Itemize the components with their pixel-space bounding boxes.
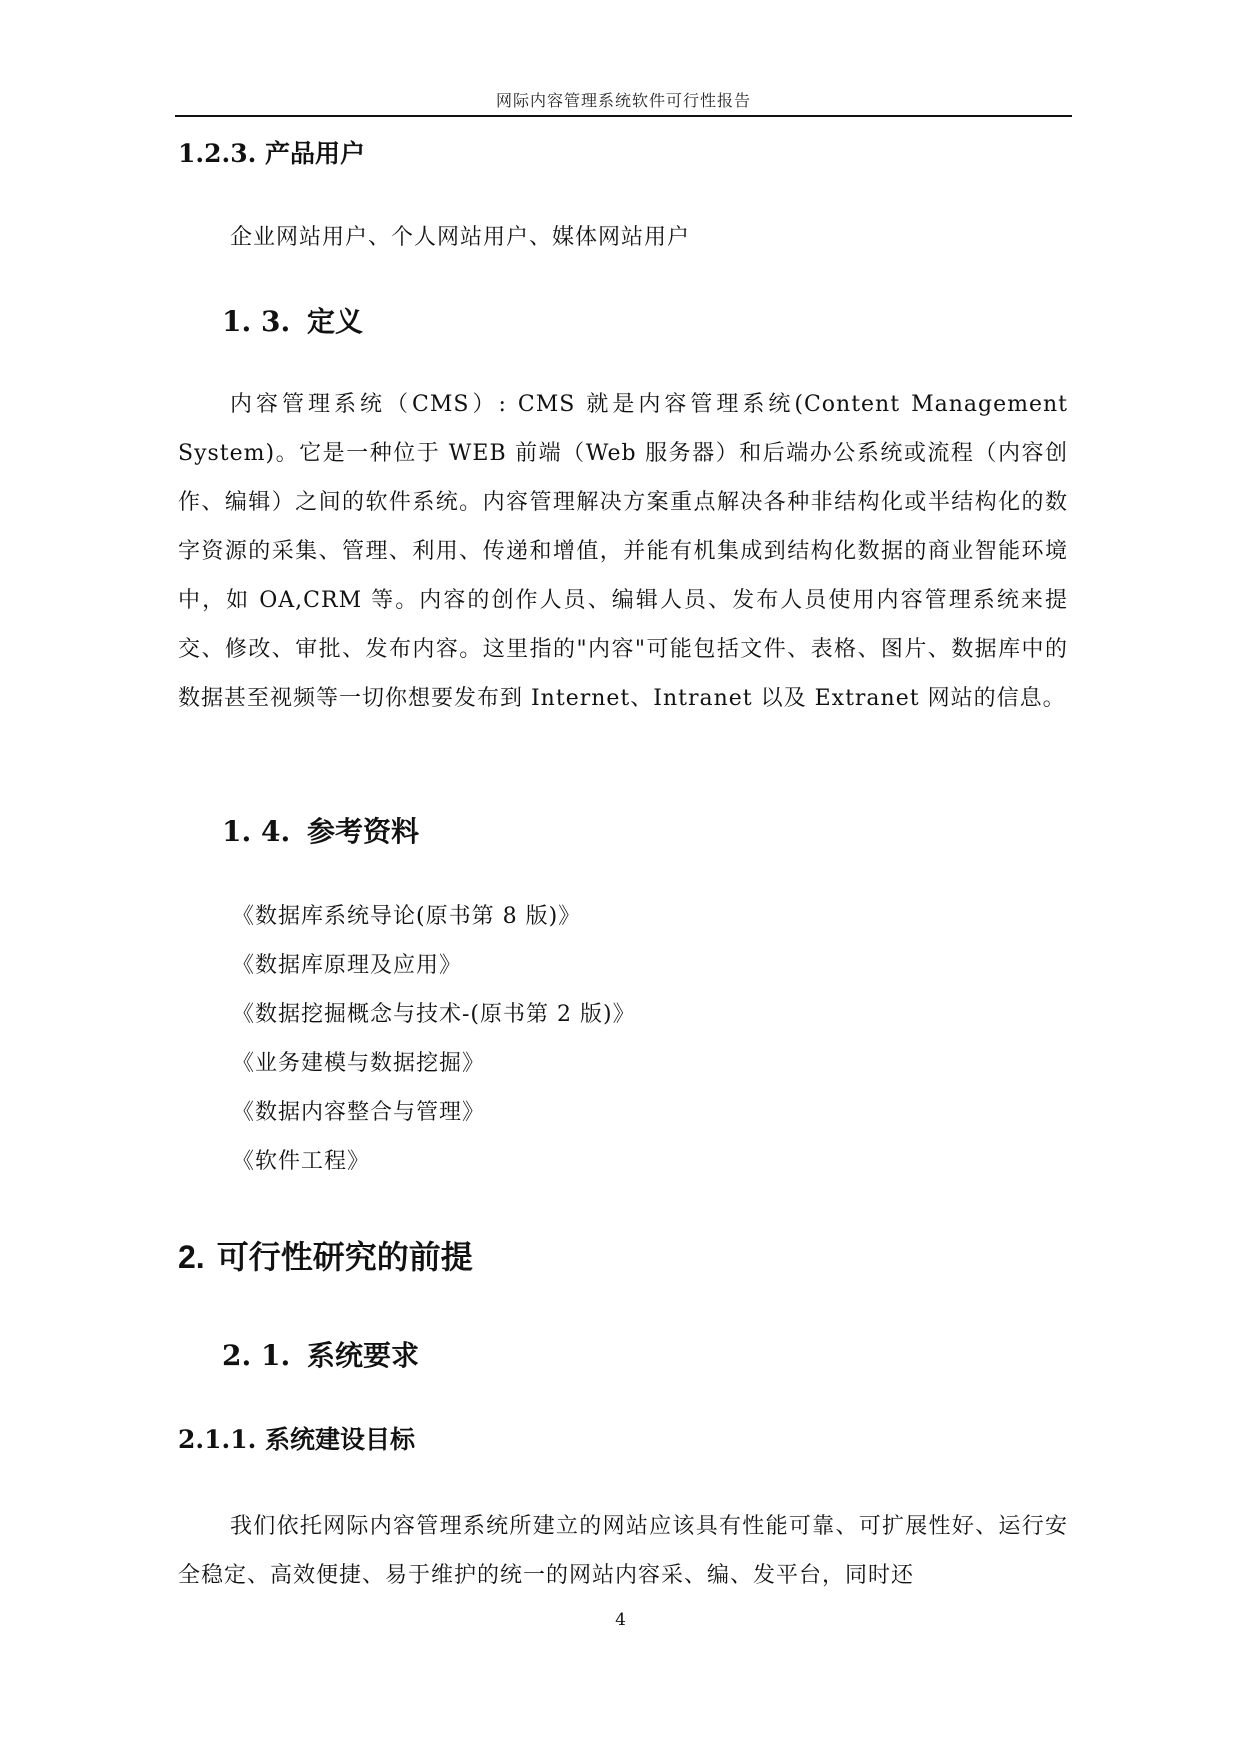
paragraph-system-goal: 我们依托网际内容管理系统所建立的网站应该具有性能可靠、可扩展性好、运行安全稳定、高效便捷、易于维护的统一的网站内容采、编、发平台，同时还 bbox=[178, 1514, 1068, 1588]
reference-item: 《数据内容整合与管理》 bbox=[232, 1100, 486, 1125]
heading-1-2-3: 1.2.3. 产品用户 bbox=[178, 139, 365, 168]
heading-title: 可行性研究的前提 bbox=[216, 1238, 473, 1276]
reference-item: 《数据库原理及应用》 bbox=[232, 953, 463, 978]
reference-item: 《数据库系统导论(原书第 8 版)》 bbox=[232, 904, 582, 929]
paragraph-product-users: 企业网站用户、个人网站用户、媒体网站用户 bbox=[230, 225, 691, 250]
heading-2-1 bbox=[222, 1334, 419, 1374]
reference-item: 《数据挖掘概念与技术-(原书第 2 版)》 bbox=[232, 1002, 636, 1027]
heading-2 bbox=[178, 1232, 473, 1278]
page-number: 4 bbox=[615, 1610, 626, 1630]
heading-1-4 bbox=[222, 810, 419, 850]
heading-number: 1. 4. bbox=[222, 815, 291, 848]
heading-number: 2. 1. bbox=[222, 1339, 291, 1372]
heading-title: 参考资料 bbox=[307, 815, 420, 848]
header-rule bbox=[175, 115, 1072, 117]
paragraph-definition: 内容管理系统（CMS）: CMS 就是内容管理系统(Content Management System)。它是一种位于 WEB 前端（Web 服务器）和后端办公系统或流程（内容创作、编辑）之间的软件系统。内容管理解决方案重点解决各种非结构化或半结构化的数字资源的采集、管理、利用、传递和增值，并能有机集成到结构化数据的商业智能环境中，如 OA,CRM 等。内容的创作人员、编辑人员、发布人员使用内容管理系统来提交、修改、审批、发布内容。这里指的"内容"可能包括文件、表格、图片、数据库中的数据甚至视频等一切你想要发布到 Internet、Intranet 以及 Extranet 网站的信息。 bbox=[178, 392, 1068, 711]
heading-2-1-1: 2.1.1. 系统建设目标 bbox=[178, 1425, 416, 1454]
running-header: 网际内容管理系统软件可行性报告 bbox=[495, 91, 751, 110]
reference-item: 《软件工程》 bbox=[232, 1149, 371, 1174]
heading-title: 定义 bbox=[307, 305, 364, 338]
heading-title: 系统要求 bbox=[307, 1339, 420, 1372]
heading-1-3 bbox=[222, 300, 363, 340]
reference-list bbox=[232, 892, 636, 1186]
heading-number: 1. 3. bbox=[222, 305, 291, 338]
heading-number: 2. bbox=[178, 1239, 205, 1275]
reference-item: 《业务建模与数据挖掘》 bbox=[232, 1051, 486, 1076]
